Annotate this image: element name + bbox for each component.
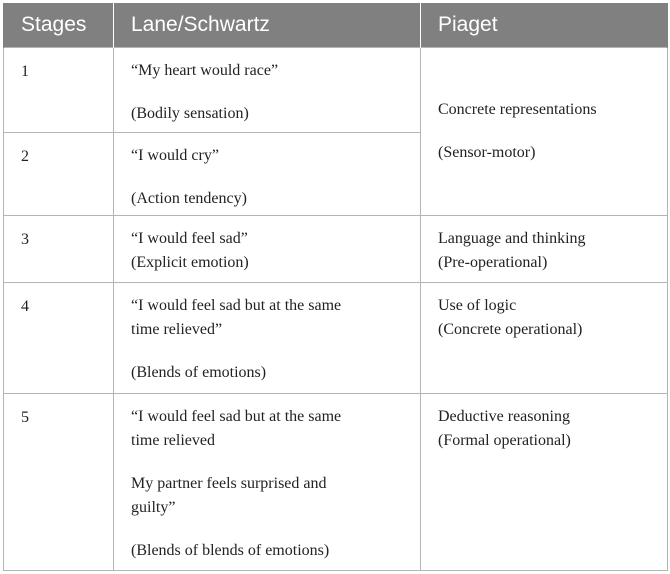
piaget-sub: (Sensor-motor) [438, 144, 536, 161]
quote-text: time relieved” [131, 321, 223, 338]
stage-cell: 4 [4, 283, 114, 394]
stage-cell: 5 [4, 394, 114, 571]
level-text: (Explicit emotion) [131, 254, 249, 271]
header-stages: Stages [4, 3, 114, 48]
lane-schwartz-cell [114, 394, 421, 571]
piaget-cell [421, 394, 668, 571]
quote-text: guilty” [131, 499, 176, 516]
lane-schwartz-cell [114, 216, 421, 283]
lane-schwartz-cell [114, 48, 421, 133]
lane-schwartz-cell [114, 133, 421, 216]
table-row [4, 216, 668, 283]
lane-schwartz-cell [114, 283, 421, 394]
piaget-sub: (Concrete operational) [438, 321, 583, 338]
level-text: (Action tendency) [131, 190, 247, 207]
level-text: (Blends of emotions) [131, 364, 267, 381]
quote-text: “I would feel sad but at the same [131, 297, 342, 314]
piaget-title: Use of logic [438, 297, 517, 314]
header-lane-schwartz: Lane/Schwartz [114, 3, 421, 48]
quote-text: “I would feel sad but at the same [131, 408, 342, 425]
quote-text: “I would cry” [131, 147, 219, 164]
piaget-cell-merged [421, 48, 668, 216]
quote-text: time relieved [131, 432, 215, 449]
stage-cell: 3 [4, 216, 114, 283]
level-text: (Blends of blends of emotions) [131, 542, 330, 559]
stage-cell: 1 [4, 48, 114, 133]
level-text: (Bodily sensation) [131, 105, 249, 122]
quote-text: My partner feels surprised and [131, 475, 327, 492]
stages-table [3, 3, 668, 571]
quote-text: “My heart would race” [131, 62, 279, 79]
piaget-cell [421, 216, 668, 283]
quote-text: “I would feel sad” [131, 230, 248, 247]
header-piaget: Piaget [421, 3, 668, 48]
piaget-title: Deductive reasoning [438, 408, 570, 425]
stage-cell: 2 [4, 133, 114, 216]
piaget-sub: (Formal operational) [438, 432, 571, 449]
table-row [4, 48, 668, 133]
header-row [4, 3, 668, 48]
piaget-cell [421, 283, 668, 394]
table-row [4, 283, 668, 394]
piaget-title: Language and thinking [438, 230, 586, 247]
piaget-title: Concrete representations [438, 101, 597, 118]
table-row [4, 394, 668, 571]
piaget-sub: (Pre-operational) [438, 254, 548, 271]
